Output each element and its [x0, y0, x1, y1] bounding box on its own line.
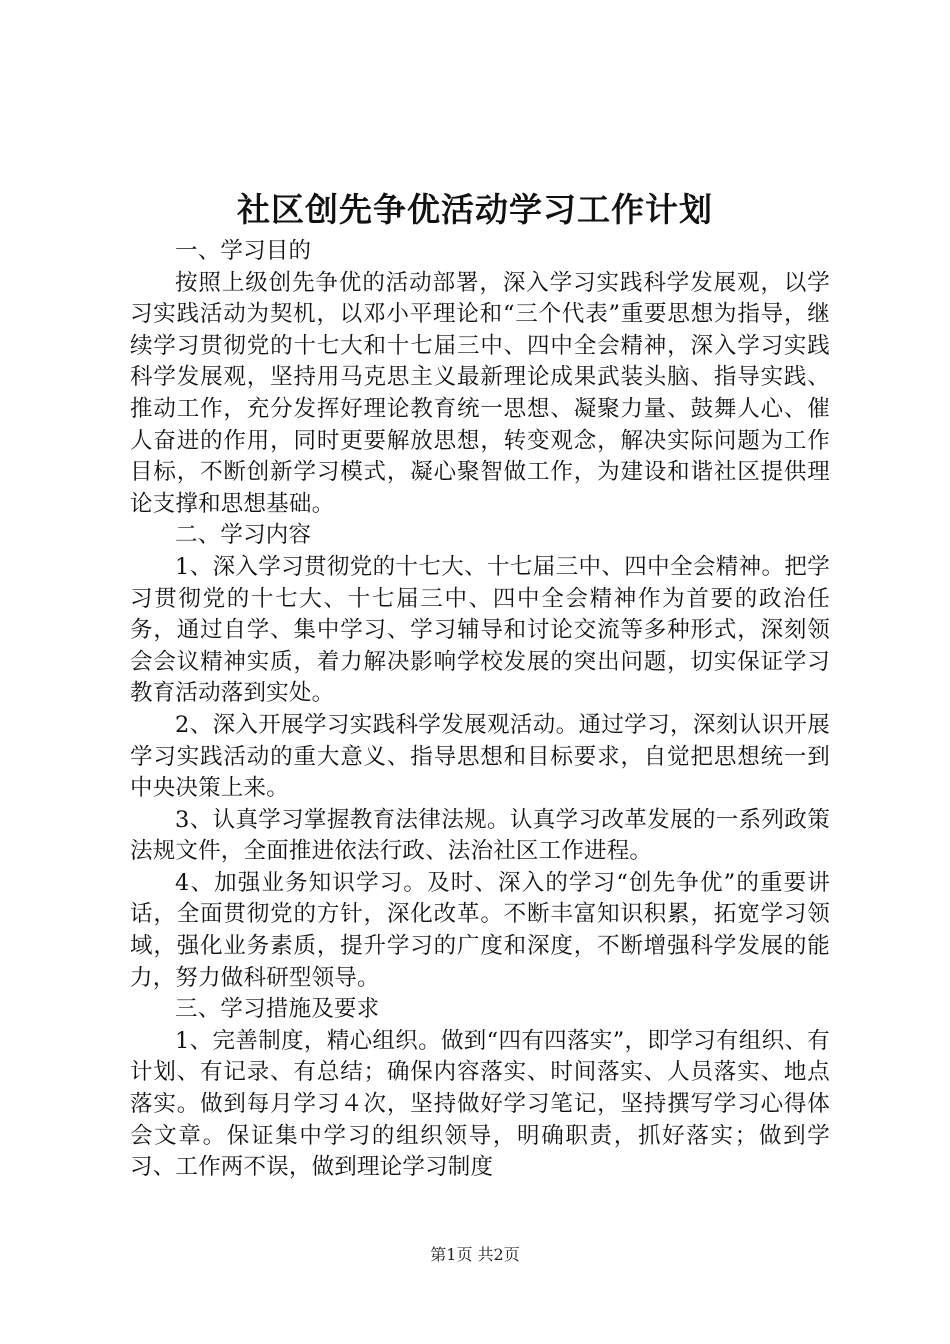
paragraph-content-4: 4、加强业务知识学习。及时、深入的学习“创先争优”的重要讲话，全面贯彻党的方针，深化改革。不断丰富知识积累，拓宽学习领域，强化业务素质，提升学习的广度和深度，不断增强科学发展的能力，努力做科研型领导。 [130, 869, 830, 991]
section-heading-measures: 三、学习措施及要求 [175, 996, 380, 1023]
document-title: 社区创先争优活动学习工作计划 [237, 190, 713, 229]
section-heading-content: 二、学习内容 [175, 522, 312, 549]
document-body [130, 236, 830, 1184]
paragraph-content-3: 3、认真学习掌握教育法律法规。认真学习改革发展的一系列政策法规文件，全面推进依法行政、法治社区工作进程。 [130, 806, 830, 865]
paragraph-content-2: 2、深入开展学习实践科学发展观活动。通过学习，深刻认识开展学习实践活动的重大意义、指导思想和目标要求，自觉把思想统一到中央决策上来。 [130, 711, 830, 802]
paragraph-measures-1: 1、完善制度，精心组织。做到“四有四落实”，即学习有组织、有计划、有记录、有总结；确保内容落实、时间落实、人员落实、地点落实。做到每月学习４次，坚持做好学习笔记，坚持撰写学习心得体会文章。保证集中学习的组织领导，明确职责，抓好落实；做到学习、工作两不误，做到理论学习制度 [130, 1027, 830, 1181]
paragraph-purpose: 按照上级创先争优的活动部署，深入学习实践科学发展观，以学习实践活动为契机，以邓小平理论和“三个代表”重要思想为指导，继续学习贯彻党的十七大和十七届三中、四中全会精神，深入学习实践科学发展观，坚持用马克思主义最新理论成果武装头脑、指导实践、推动工作，充分发挥好理论教育统一思想、凝聚力量、鼓舞人心、催人奋进的作用，同时更要解放思想，转变观念，解决实际问题为工作目标，不断创新学习模式，凝心聚智做工作，为建设和谐社区提供理论支撑和思想基础。 [130, 269, 830, 517]
paragraph-content-1: 1、深入学习贯彻党的十七大、十七届三中、四中全会精神。把学习贯彻党的十七大、十七届三中、四中全会精神作为首要的政治任务，通过自学、集中学习、学习辅导和讨论交流等多种形式，深刻领会会议精神实质，着力解决影响学校发展的突出问题，切实保证学习教育活动落到实处。 [130, 553, 830, 707]
section-heading-purpose: 一、学习目的 [175, 238, 312, 264]
page-number-footer: 第1页 共2页 [430, 1245, 520, 1264]
